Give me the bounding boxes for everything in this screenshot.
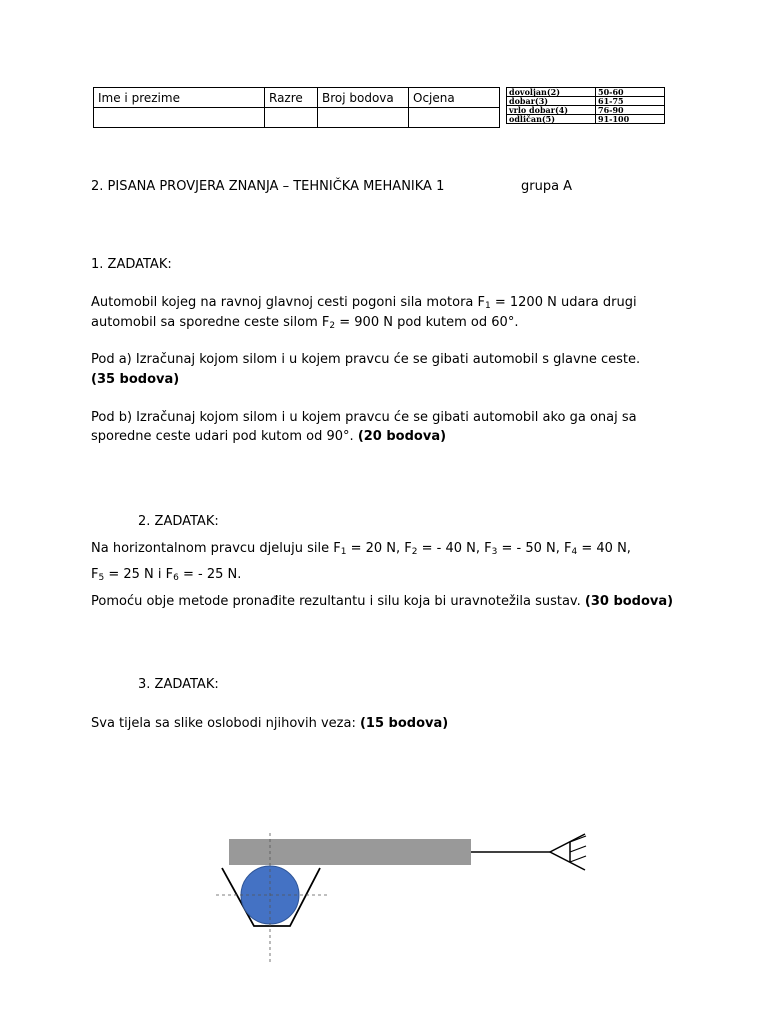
- class-cell[interactable]: [265, 108, 318, 128]
- task1-part-b-line2: [91, 428, 446, 445]
- task2-points: (30 bodova): [584, 594, 674, 609]
- task3-heading: 3. ZADATAK:: [138, 677, 219, 692]
- grade-range: 76-90: [596, 106, 665, 115]
- name-column-header: Ime i prezime: [94, 88, 265, 108]
- subscript: 1: [485, 301, 491, 311]
- student-info-table: [93, 87, 500, 128]
- task1-text: automobil sa sporedne ceste silom F: [91, 315, 330, 330]
- task1-text: = 1200 N udara drugi: [490, 295, 637, 310]
- task1-text-line1: [91, 294, 637, 311]
- grade-label: odličan(5): [507, 115, 596, 124]
- grade-row: [507, 115, 665, 124]
- task2-forces-line1: [91, 540, 631, 557]
- task2-heading: 2. ZADATAK:: [138, 514, 219, 529]
- subscript: 1: [340, 547, 347, 557]
- subscript: 3: [491, 547, 498, 557]
- task1-part-a: Pod a) Izračunaj kojom silom i u kojem pravcu će se gibati automobil s glavne ceste.: [91, 352, 641, 367]
- task1-text-line2: [91, 314, 518, 331]
- mechanics-figure: [210, 825, 600, 970]
- task2-text: = - 50 N, F: [497, 541, 572, 556]
- task2-text: Na horizontalnom pravcu djeluju sile F: [91, 541, 341, 556]
- grade-range: 50-60: [596, 88, 665, 97]
- task2-instruction: [91, 593, 673, 610]
- subscript: 4: [571, 547, 578, 557]
- task2-text: = 20 N, F: [346, 541, 412, 556]
- grade-range: 91-100: [596, 115, 665, 124]
- subscript: 2: [329, 321, 336, 331]
- grade-label: vrlo dobar(4): [507, 106, 596, 115]
- task2-text: Pomoću obje metode pronađite rezultantu i silu koja bi uravnotežila sustav.: [91, 594, 585, 609]
- task1-part-b-line1: Pod b) Izračunaj kojom silom i u kojem pravcu će se gibati automobil ako ga onaj sa: [91, 410, 637, 425]
- subscript: 6: [173, 573, 179, 583]
- subscript: 2: [411, 547, 418, 557]
- task2-forces-line2: [91, 566, 241, 583]
- task1-text: = 900 N pod kutem od 60°.: [335, 315, 519, 330]
- task1-heading: 1. ZADATAK:: [91, 257, 172, 272]
- task2-text: = 40 N,: [577, 541, 631, 556]
- task2-text: = - 40 N, F: [417, 541, 492, 556]
- exam-title: 2. PISANA PROVJERA ZNANJA – TEHNIČKA MEHANIKA 1: [91, 179, 445, 194]
- task3-instruction: [91, 715, 448, 732]
- grade-column-header: Ocjena: [409, 88, 500, 108]
- grading-scale-table: [506, 87, 665, 124]
- group-label: grupa A: [521, 179, 573, 194]
- points-column-header: Broj bodova: [318, 88, 409, 108]
- wall-support: [550, 834, 585, 870]
- task1-part-a-points: (35 bodova): [91, 372, 180, 387]
- task2-text: F: [91, 567, 99, 582]
- grade-label: dovoljan(2): [507, 88, 596, 97]
- task2-text: = - 25 N.: [178, 567, 242, 582]
- grade-cell[interactable]: [409, 108, 500, 128]
- task1-text: sporedne ceste udari pod kutom od 90°.: [91, 429, 358, 444]
- subscript: 5: [98, 573, 105, 583]
- task1-text: Automobil kojeg na ravnoj glavnoj cesti pogoni sila motora F: [91, 295, 485, 310]
- task2-text: = 25 N i F: [104, 567, 174, 582]
- points-cell[interactable]: [318, 108, 409, 128]
- name-cell[interactable]: [94, 108, 265, 128]
- grade-range: 61-75: [596, 97, 665, 106]
- grade-label: dobar(3): [507, 97, 596, 106]
- beam: [229, 839, 471, 865]
- task1-part-b-points: (20 bodova): [357, 429, 447, 444]
- wall-hatch: [570, 846, 586, 852]
- class-column-header: Razre: [265, 88, 318, 108]
- task3-text: Sva tijela sa slike oslobodi njihovih veza:: [91, 716, 360, 731]
- task3-points: (15 bodova): [359, 716, 449, 731]
- wall-hatch: [570, 856, 586, 862]
